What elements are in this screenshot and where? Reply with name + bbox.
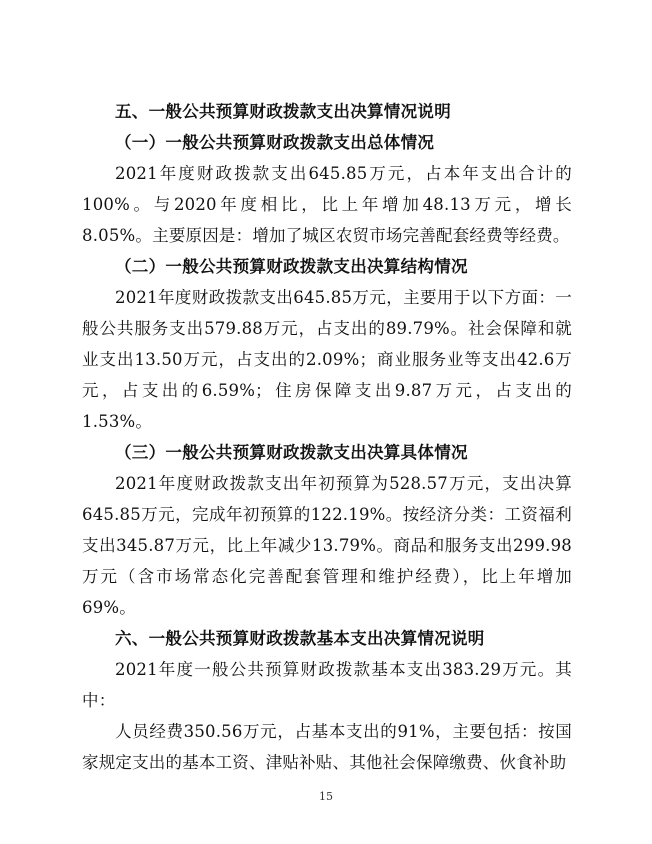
subsection-two-heading: （二）一般公共预算财政拨款支出决算结构情况 [115,257,468,276]
subsection-two-paragraph: 2021年度财政拨款支出645.85万元，主要用于以下方面：一般公共服务支出579.88万元，占支出的89.79%。社会保障和就业支出13.50万元，占支出的2.09%；商业服务业等支出42.6万元，占支出的6.59%；住房保障支出9.87万元，占支出的1.53%。 [82,288,572,431]
subsection-one-paragraph: 2021年度财政拨款支出645.85万元，占本年支出合计的100%。与2020年度相比，比上年增加48.13万元，增长8.05%。主要原因是：增加了城区农贸市场完善配套经费等经费。 [82,164,572,245]
subsection-three-heading: （三）一般公共预算财政拨款支出决算具体情况 [115,443,468,462]
subsection-one-heading: （一）一般公共预算财政拨款支出总体情况 [115,133,435,152]
section-six-heading: 六、一般公共预算财政拨款基本支出决算情况说明 [115,629,485,648]
subsection-three-paragraph: 2021年度财政拨款支出年初预算为528.57万元，支出决算645.85万元，完成年初预算的122.19%。按经济分类：工资福利支出345.87万元，比上年减少13.79%。商品和服务支出299.98万元（含市场常态化完善配套管理和维护经费），比上年增加69%。 [82,474,572,617]
page-number: 15 [319,790,333,803]
section-six-paragraph-2: 人员经费350.56万元，占基本支出的91%，主要包括：按国家规定支出的基本工资、津贴补贴、其他社会保障缴费、伙食补助 [82,722,572,772]
section-five-heading: 五、一般公共预算财政拨款支出决算情况说明 [115,102,451,121]
section-six-paragraph-1: 2021年度一般公共预算财政拨款基本支出383.29万元。其中： [82,660,572,710]
document-body [82,96,572,778]
